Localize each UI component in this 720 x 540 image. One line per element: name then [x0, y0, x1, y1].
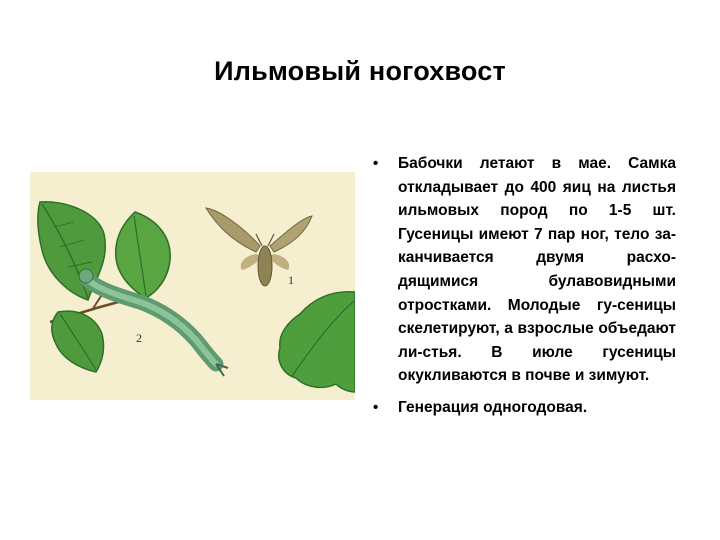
bullet-text: Генерация одногодовая.	[398, 398, 588, 416]
caterpillar-label: 2	[136, 331, 142, 345]
illustration-svg	[30, 172, 355, 400]
elm-moth-illustration	[30, 172, 355, 400]
slide-title: Ильмовый ногохвост	[214, 56, 506, 86]
bullet-item	[372, 152, 676, 388]
moth-label: 1	[288, 273, 294, 287]
bullet-list	[372, 152, 676, 428]
bullet-item	[372, 396, 676, 420]
bullet-glyph: •	[373, 155, 379, 172]
bullet-text: Бабочки летают в мае. Самка откладывает до 400 яиц на листья ильмовых пород по 1-5 шт. Гусеницы имеют 7 пар ног, тело за-канчивается двумя расхо-дящимися булавовидными отростками. Молодые гу-сеницы скелетируют, а взрослые объедают ли-стья. В июле гусеницы окукливаются в почве и зимуют.	[398, 155, 676, 385]
bullet-glyph: •	[373, 398, 379, 416]
